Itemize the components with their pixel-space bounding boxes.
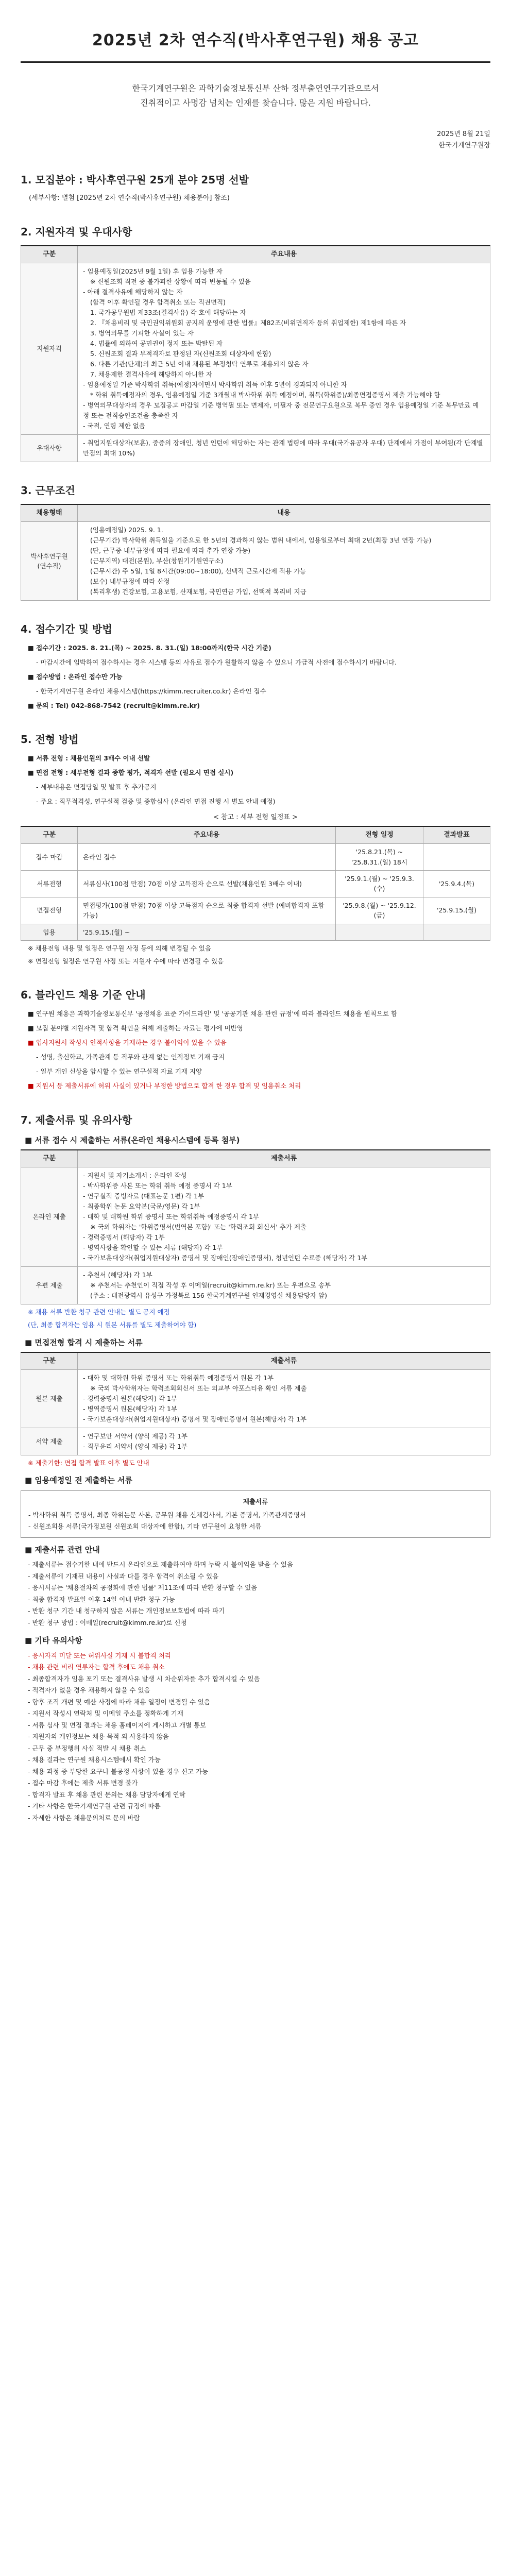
cell-line: - 임용예정일 기준 박사학위 취득(예정)자이면서 박사학위 취득 이후 5년이 경과되지 아니한 자 bbox=[83, 380, 347, 388]
table-cell bbox=[423, 844, 490, 871]
cell-line: ※ 국외 학위자는 '학위증명서(번역본 포함)' 또는 '학력조회 회신서' 추가 제출 bbox=[90, 1223, 306, 1231]
text-line: - 채용 과정 중 부당한 요구나 불공정 사항이 있을 경우 신고 가능 bbox=[28, 1767, 209, 1775]
cell-line: - 아래 결격사유에 해당하지 않는 자 bbox=[83, 287, 183, 296]
table-row bbox=[21, 263, 490, 434]
cell-line: (근무지역) 대전(본원), 부산(창원기기원연구소) bbox=[90, 557, 224, 565]
cell-line: (주소 : 대전광역시 유성구 가정북로 156 한국기계연구원 인재경영실 채용담당자 앞) bbox=[90, 1292, 327, 1300]
table-cell: 온라인 접수 bbox=[78, 844, 336, 871]
text-line: - 채용 결과는 연구원 채용시스템에서 확인 가능 bbox=[28, 1756, 161, 1764]
text-line: - 서류 심사 및 면접 결과는 채용 홈페이지에 게시하고 개별 통보 bbox=[28, 1721, 207, 1729]
row-content bbox=[78, 1167, 490, 1267]
docs-c-title: ■ 임용예정일 전 제출하는 서류 bbox=[25, 1476, 132, 1485]
table-cell: 임용 bbox=[21, 924, 78, 940]
cell-line: - 대학 및 대학원 학위 증명서 또는 학위취득 예정증명서 원본 각 1부 bbox=[83, 1374, 274, 1382]
cell-line: ※ 국외 박사학위자는 학력조회회신서 또는 외교부 아포스티유 확인 서류 제출 bbox=[90, 1384, 307, 1392]
intro-text bbox=[21, 81, 490, 110]
table-cell: 접수 마감 bbox=[21, 844, 78, 871]
row-label: 박사후연구원(연수직) bbox=[21, 522, 78, 601]
table-header: 제출서류 bbox=[78, 1352, 490, 1370]
table-header: 제출서류 bbox=[78, 1150, 490, 1167]
table-row bbox=[21, 897, 490, 924]
table-row bbox=[21, 871, 490, 897]
text-line: - 세부내용은 면접당일 및 발표 후 추가공지 bbox=[36, 783, 157, 791]
cell-line: - 대학 및 대학원 학위 증명서 또는 학위취득 예정증명서 각 1부 bbox=[83, 1213, 259, 1221]
note-line: (단, 최종 합격자는 임용 시 원본 서류를 별도 제출하여야 함) bbox=[28, 1321, 197, 1329]
table-header: 채용형태 bbox=[21, 504, 78, 522]
docs-a-notes bbox=[21, 1307, 490, 1331]
table-header: 주요내용 bbox=[78, 246, 490, 263]
note-line: ※ 면접전형 일정은 연구원 사정 또는 지원자 수에 따라 변경될 수 있음 bbox=[28, 957, 224, 965]
table-cell: 면접전형 bbox=[21, 897, 78, 924]
conditions-table bbox=[21, 504, 490, 601]
docs-table-b bbox=[21, 1352, 490, 1455]
cell-line: - 국가보훈대상자(취업지원대상자) 증명서 및 장애인증명서 원본(해당자) 각 1부 bbox=[83, 1415, 307, 1423]
box-line: - 신원조회용 서류(국가정보원 신원조회 대상자에 한함), 기타 연구원이 요청한 서류 bbox=[28, 1522, 262, 1531]
cell-line: (임용예정일) 2025. 9. 1. bbox=[90, 526, 163, 534]
text-line: - 적격자가 없을 경우 채용하지 않을 수 있음 bbox=[28, 1686, 150, 1694]
cell-line: ※ 신원조회 직전 중 불가피한 상황에 따라 변동될 수 있음 bbox=[90, 277, 251, 285]
docs-a-title: ■ 서류 접수 시 제출하는 서류(온라인 채용시스템에 등록 첨부) bbox=[25, 1135, 240, 1145]
note-line: ※ 채용전형 내용 및 일정은 연구원 사정 등에 의해 변경될 수 있음 bbox=[28, 944, 212, 952]
row-content bbox=[78, 263, 490, 434]
row-content bbox=[78, 434, 490, 462]
cell-line: - 직무윤리 서약서 (양식 제공) 각 1부 bbox=[83, 1442, 188, 1450]
table-header: 구분 bbox=[21, 1352, 78, 1370]
intro-line: 한국기계연구원은 과학기술정보통신부 산하 정부출연연구기관으로서 bbox=[132, 83, 379, 93]
cell-line: - 연구보안 서약서 (양식 제공) 각 1부 bbox=[83, 1432, 188, 1440]
cell-line: - 병역의무대상자의 경우 모집공고 마감일 기준 병역필 또는 면제자, 미필자 중 전문연구요원으로 복무 중인 경우 임용예정일 기준 복무만료 예정 또는 전직승인조건을 충족한 자 bbox=[83, 401, 479, 419]
text-line: - 최종 합격자 발표일 이후 14일 이내 반환 청구 가능 bbox=[28, 1595, 175, 1603]
table-header: 결과발표 bbox=[423, 826, 490, 844]
cell-line: - 병역증명서 원본(해당자) 각 1부 bbox=[83, 1404, 178, 1413]
cell-line: 6. 다른 기관(단체)의 최근 5년 이내 채용된 부정청탁 연루로 채용되지 않은 자 bbox=[90, 360, 309, 368]
row-label: 온라인 제출 bbox=[21, 1167, 78, 1267]
text-line: ■ 서류 전형 : 채용인원의 3배수 이내 선발 bbox=[28, 754, 150, 762]
table-cell: '25.9.15.(월) bbox=[423, 897, 490, 924]
page-title: 2025년 2차 연수직(박사후연구원) 채용 공고 bbox=[21, 0, 490, 63]
schedule-caption: < 참고 : 세부 전형 일정표 > bbox=[213, 813, 298, 821]
table-header: 구분 bbox=[21, 246, 78, 263]
selection-info bbox=[21, 753, 490, 807]
table-header: 주요내용 bbox=[78, 826, 336, 844]
table-cell: 면접평가(100점 만점) 70점 이상 고득점자 순으로 최종 합격자 선발 (예비합격자 포함 가능) bbox=[78, 897, 336, 924]
text-line: - 기타 사항은 한국기계연구원 관련 규정에 따름 bbox=[28, 1802, 161, 1810]
text-line: - 지원자의 개인정보는 채용 목적 외 사용하지 않음 bbox=[28, 1733, 169, 1741]
cell-line: - 경력증명서 원본(해당자) 각 1부 bbox=[83, 1394, 178, 1402]
schedule-notes bbox=[21, 943, 490, 967]
text-line: - 제출서류에 기재된 내용이 사실과 다를 경우 합격이 취소될 수 있음 bbox=[28, 1572, 219, 1580]
docs-e-title: ■ 기타 유의사항 bbox=[25, 1636, 82, 1646]
row-label: 서약 제출 bbox=[21, 1428, 78, 1455]
section-7-title: 7. 제출서류 및 유의사항 bbox=[21, 1113, 132, 1126]
row-label: 지원자격 bbox=[21, 263, 78, 434]
schedule-table bbox=[21, 826, 490, 941]
blind-hiring-info bbox=[21, 1008, 490, 1091]
cell-line: - 최종학위 논문 요약본(국문/영문) 각 1부 bbox=[83, 1202, 200, 1211]
table-row bbox=[21, 1267, 490, 1304]
row-content bbox=[78, 1428, 490, 1455]
text-line: - 응시서류는 '채용절차의 공정화에 관한 법률' 제11조에 따라 반환 청구할 수 있음 bbox=[28, 1584, 258, 1592]
cell-line: - 지원서 및 자기소개서 : 온라인 작성 bbox=[83, 1172, 187, 1180]
table-header: 내용 bbox=[78, 504, 490, 522]
misc-notes-list bbox=[21, 1650, 490, 1824]
cell-line: 1. 국가공무원법 제33조(결격사유) 각 호에 해당하는 자 bbox=[90, 308, 246, 316]
cell-line: - 병역사항을 확인할 수 있는 서류 (해당자) 각 1부 bbox=[83, 1244, 223, 1252]
qualification-table bbox=[21, 245, 490, 462]
announce-date: 2025년 8월 21일 bbox=[437, 130, 490, 138]
text-line: - 반환 청구 기간 내 청구하지 않은 서류는 개인정보보호법에 따라 파기 bbox=[28, 1607, 225, 1615]
table-cell: '25.8.21.(목) ~ '25.8.31.(일) 18시 bbox=[336, 844, 423, 871]
note-line: ※ 채용 서류 반환 청구 관련 안내는 별도 공지 예정 bbox=[28, 1308, 170, 1316]
text-line: - 접수 마감 후에는 제출 서류 변경 불가 bbox=[28, 1779, 138, 1787]
text-line: - 지원서 작성시 연락처 및 이메일 주소를 정확하게 기재 bbox=[28, 1709, 183, 1718]
row-label: 원본 제출 bbox=[21, 1369, 78, 1428]
row-label: 우편 제출 bbox=[21, 1267, 78, 1304]
table-cell: '25.9.1.(월) ~ '25.9.3.(수) bbox=[336, 871, 423, 897]
text-line: ■ 지원서 등 제출서류에 허위 사실이 있거나 부정한 방법으로 합격 한 경우 합격 및 임용취소 처리 bbox=[28, 1081, 301, 1090]
cell-line: (근무기간) 박사학위 취득일을 기준으로 한 5년의 경과하지 않는 범위 내에서, 임용일로부터 최대 2년(최장 3년 연장 가능) bbox=[90, 536, 432, 545]
table-cell bbox=[423, 924, 490, 940]
table-header: 구분 bbox=[21, 826, 78, 844]
box-line: - 박사학위 취득 증명서, 최종 학위논문 사본, 공무원 채용 신체검사서, 기본 증명서, 가족관계증명서 bbox=[28, 1511, 306, 1519]
cell-line: - 국가보훈대상자(취업지원대상자) 증명서 및 장애인(장애인증명서), 청년인턴 수료증 (해당자) 각 1부 bbox=[83, 1254, 368, 1262]
cell-line: - 박사학위증 사본 또는 학위 취득 예정 증명서 각 1부 bbox=[83, 1182, 232, 1190]
section-3-title: 3. 근무조건 bbox=[21, 484, 75, 497]
cell-line: (보수) 내부규정에 따라 산정 bbox=[90, 578, 170, 586]
cell-line: (합격 이후 확인될 경우 합격취소 또는 직권면직) bbox=[90, 298, 226, 306]
text-line: ■ 접수방법 : 온라인 접수만 가능 bbox=[28, 672, 123, 681]
intro-line: 진취적이고 사명감 넘치는 인재를 찾습니다. 많은 지원 바랍니다. bbox=[140, 97, 371, 108]
table-cell: '25.9.4.(목) bbox=[423, 871, 490, 897]
docs-b-note: ※ 제출기한: 면접 합격 발표 이후 별도 안내 bbox=[28, 1459, 149, 1467]
text-line: - 응시자격 미달 또는 허위사실 기재 시 불합격 처리 bbox=[28, 1651, 171, 1659]
text-line: ■ 문의 : Tel) 042-868-7542 (recruit@kimm.re.kr) bbox=[28, 701, 200, 709]
table-row bbox=[21, 434, 490, 462]
row-content bbox=[78, 522, 490, 601]
cell-line: - 경력증명서 (해당자) 각 1부 bbox=[83, 1233, 165, 1242]
table-cell: 서류심사(100점 만점) 70점 이상 고득점자 순으로 선발(채용인원 3배수 이내) bbox=[78, 871, 336, 897]
table-cell: '25.9.15.(월) ~ bbox=[78, 924, 336, 940]
text-line: ■ 면접 전형 : 세부전형 결과 종합 평가, 적격자 선발 (필요시 면접 실시) bbox=[28, 769, 234, 777]
text-line: - 주요 : 직무적격성, 연구실적 검증 및 종합심사 (온라인 면접 진행 시 별도 안내 예정) bbox=[36, 798, 276, 806]
table-cell bbox=[336, 924, 423, 940]
docs-b-title: ■ 면접전형 합격 시 제출하는 서류 bbox=[25, 1337, 143, 1347]
application-info bbox=[21, 642, 490, 711]
cell-line: - 국적, 연령 제한 없음 bbox=[83, 421, 145, 430]
section-2-title: 2. 지원자격 및 우대사항 bbox=[21, 225, 132, 238]
cell-line: - 연구실적 증빙자료 (대표논문 1편) 각 1부 bbox=[83, 1192, 205, 1200]
row-content bbox=[78, 1369, 490, 1428]
table-row bbox=[21, 1428, 490, 1455]
section-1-note: (세부사항: 별첨 [2025년 2차 연수직(박사후연구원) 채용분야] 참조) bbox=[29, 194, 230, 202]
text-line: - 마감시간에 임박하여 접수하시는 경우 시스템 등의 사유로 접수가 원활하지 않을 수 있으니 가급적 사전에 접수하시기 바랍니다. bbox=[36, 658, 397, 666]
section-4-title: 4. 접수기간 및 방법 bbox=[21, 623, 112, 636]
text-line: - 최종합격자가 임용 포기 또는 결격사유 발생 시 차순위자를 추가 합격시킬 수 있음 bbox=[28, 1674, 260, 1683]
text-line: - 채용 관련 비리 연루자는 합격 후에도 채용 취소 bbox=[28, 1663, 165, 1671]
section-1-title: 1. 모집분야 : 박사후연구원 25개 분야 25명 선발 bbox=[21, 173, 249, 186]
text-line: - 근무 중 부정행위 사실 적발 시 채용 취소 bbox=[28, 1744, 146, 1752]
section-6-title: 6. 블라인드 채용 기준 안내 bbox=[21, 989, 146, 1002]
cell-line: 4. 법률에 의하여 공민권이 정지 또는 박탈된 자 bbox=[90, 339, 223, 347]
section-5-title: 5. 전형 방법 bbox=[21, 733, 79, 746]
text-line: - 자세한 사항은 채용문의처로 문의 바람 bbox=[28, 1814, 140, 1822]
table-row bbox=[21, 924, 490, 940]
text-line: ■ 접수기간 : 2025. 8. 21.(목) ~ 2025. 8. 31.(일) 18:00까지(한국 시간 기준) bbox=[28, 644, 271, 652]
docs-c-box bbox=[21, 1490, 490, 1538]
cell-line: - 임용예정일(2025년 9월 1일) 후 임용 가능한 자 bbox=[83, 267, 223, 275]
text-line: - 반환 청구 방법 : 이메일(recruit@kimm.re.kr)로 신청 bbox=[28, 1618, 187, 1626]
cell-line: 2. 『채용비리 및 국민권익위원회 공지의 운영에 관한 법률』제82조(비위면직자 등의 취업제한) 제1항에 따른 자 bbox=[90, 318, 406, 327]
row-label: 우대사항 bbox=[21, 434, 78, 462]
docs-d-title: ■ 제출서류 관련 안내 bbox=[25, 1545, 100, 1555]
text-line: - 향후 조직 개편 및 예산 사정에 따라 채용 일정이 변경될 수 있음 bbox=[28, 1698, 211, 1706]
table-row bbox=[21, 522, 490, 601]
cell-line: - 추천서 (해당자) 각 1부 bbox=[83, 1271, 152, 1279]
table-header: 전형 일정 bbox=[336, 826, 423, 844]
table-cell: '25.9.8.(월) ~ '25.9.12.(금) bbox=[336, 897, 423, 924]
table-cell: 서류전형 bbox=[21, 871, 78, 897]
box-header: 제출서류 bbox=[243, 1498, 268, 1506]
cell-line: 7. 채용제한 결격사유에 해당하지 아니한 자 bbox=[90, 370, 213, 378]
cell-line: - 취업지원대상자(보훈), 중증의 장애인, 청년 인턴에 해당하는 자는 관계 법령에 따라 우대(국가유공자 우대) 단계에서 가점이 부여됨(각 단계별 만점의 최대 10%) bbox=[83, 438, 483, 457]
table-header: 구분 bbox=[21, 1150, 78, 1167]
issuer-name: 한국기계연구원장 bbox=[438, 141, 490, 149]
text-line: - 성명, 출신학교, 가족관계 등 직무와 관계 없는 인적정보 기재 금지 bbox=[36, 1053, 225, 1061]
text-line: - 한국기계연구원 온라인 채용시스템(https://kimm.recruiter.co.kr) 온라인 접수 bbox=[36, 687, 266, 695]
docs-table-a bbox=[21, 1149, 490, 1304]
row-content bbox=[78, 1267, 490, 1304]
cell-line: (근무시간) 주 5일, 1일 8시간(09:00~18:00), 선택적 근로시간제 적용 가능 bbox=[90, 567, 306, 575]
cell-line: * 학위 취득예정자의 경우, 임용예정일 기준 3개월내 박사학위 취득 예정이며, 취득(학위증)/최종면접증명서 제출 가능해야 함 bbox=[90, 391, 440, 399]
cell-line: 5. 신원조회 결과 부적격자로 판정된 자(신원조회 대상자에 한함) bbox=[90, 349, 271, 358]
text-line: - 일부 개인 신상을 암시할 수 있는 연구실적 자료 기재 지양 bbox=[36, 1067, 202, 1075]
date-block bbox=[21, 129, 490, 151]
text-line: ■ 연구원 채용은 과학기술정보통신부 '공정채용 표준 가이드라인' 및 '공공기관 채용 관련 규정'에 따라 블라인드 채용을 원칙으로 함 bbox=[28, 1010, 398, 1018]
cell-line: 3. 병역의무를 기피한 사실이 있는 자 bbox=[90, 329, 194, 337]
table-row bbox=[21, 1167, 490, 1267]
docs-guide-list bbox=[21, 1559, 490, 1629]
cell-line: (단, 근무중 내부규정에 따라 필요에 따라 추가 연장 가능) bbox=[90, 547, 251, 555]
text-line: - 제출서류는 접수기한 내에 반드시 온라인으로 제출하여야 하며 누락 시 불이익을 받을 수 있음 bbox=[28, 1561, 294, 1569]
cell-line: (복리후생) 건강보험, 고용보험, 산재보험, 국민연금 가입, 선택적 복리비 지급 bbox=[90, 588, 306, 596]
text-line: ■ 모집 분야별 지원자격 및 합격 확인을 위해 제출하는 자료는 평가에 미반영 bbox=[28, 1024, 243, 1032]
cell-line: ※ 추천서는 추천인이 직접 작성 후 이메일(recruit@kimm.re.kr) 또는 우편으로 송부 bbox=[90, 1281, 331, 1290]
table-row bbox=[21, 844, 490, 871]
text-line: - 합격자 발표 후 채용 관련 문의는 채용 담당자에게 연락 bbox=[28, 1790, 185, 1799]
table-row bbox=[21, 1369, 490, 1428]
text-line: ■ 입사지원서 작성시 인적사항을 기재하는 경우 불이익이 있을 수 있음 bbox=[28, 1039, 227, 1047]
